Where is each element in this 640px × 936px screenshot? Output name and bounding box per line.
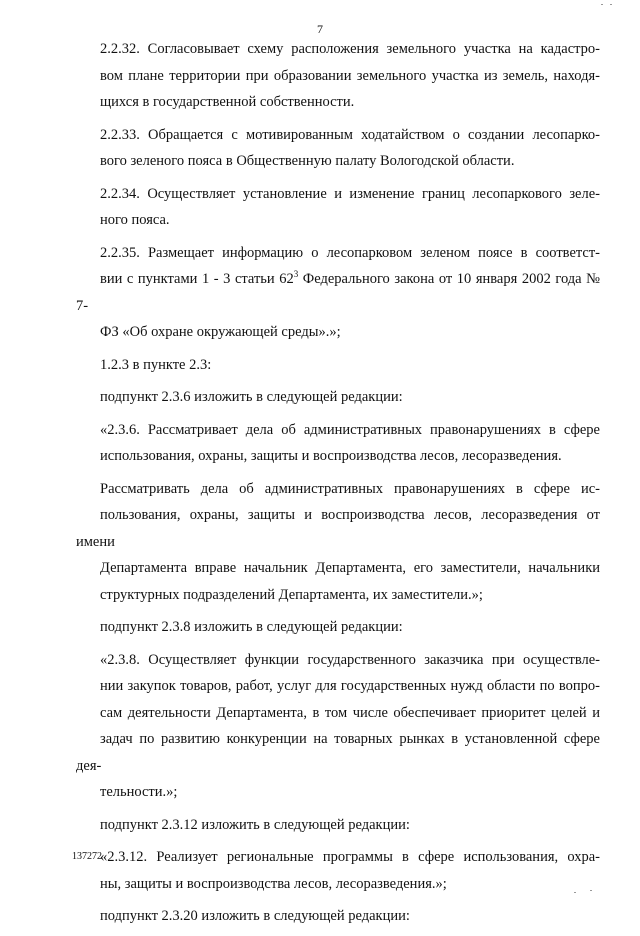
text-fragment: Федерального закона от 10 января 2002 года № 7- [76, 271, 600, 314]
text-line: «2.3.8. Осуществляет функции государственного заказчика при осуществле- [100, 651, 600, 668]
text-line: Департамента вправе начальник Департамента, его заместители, начальники [100, 560, 600, 576]
text-line [76, 266, 600, 319]
paragraph-subpoint-2-3-6-intro [76, 384, 600, 411]
text-line: Рассматривать дела об административных правонарушениях в сфере ис- [100, 480, 600, 497]
text-line: использования, охраны, защиты и воспроизводства лесов, лесоразведения. [100, 448, 562, 464]
text-line: 2.2.34. Осуществляет установление и изменение границ лесопаркового зеле- [100, 185, 600, 202]
text-line: 2.2.33. Обращается с мотивированным ходатайством о создании лесопарко- [100, 126, 600, 143]
document-body [76, 36, 600, 936]
text-line: тельности.»; [100, 784, 178, 800]
text-line: 2.2.35. Размещает информацию о лесопарковом зеленом поясе в соответст- [100, 244, 600, 261]
text-line: нии закупок товаров, работ, услуг для государственных нужд области по вопро- [100, 678, 600, 694]
text-line: вом плане территории при образовании земельного участка из земель, находя- [100, 67, 600, 84]
text-fragment: вии с пунктами 1 - 3 статьи 62 [100, 271, 294, 287]
text-line: ного пояса. [100, 212, 170, 228]
paragraph-2-2-35 [76, 240, 600, 346]
paragraph-2-2-32 [76, 36, 600, 116]
text-line: 2.2.32. Согласовывает схему расположения земельного участка на кадастро- [100, 41, 600, 57]
paragraph-2-3-12 [76, 844, 600, 897]
text-line: структурных подразделений Департамента, их заместители.»; [100, 586, 483, 603]
document-code: 137272 [72, 851, 102, 862]
paragraph-2-2-33 [76, 122, 600, 175]
text-line: ны, защиты и воспроизводства лесов, лесоразведения.»; [100, 875, 447, 892]
superscript: 3 [293, 269, 299, 280]
text-line: сам деятельности Департамента, в том числе обеспечивает приоритет целей и [100, 704, 600, 721]
scan-speck [601, 4, 603, 5]
text-line: 1.2.3 в пункте 2.3: [100, 356, 212, 373]
paragraph-2-2-34 [76, 181, 600, 234]
paragraph-1-2-3 [76, 352, 600, 379]
text-line: «2.3.6. Рассматривает дела об административных правонарушениях в сфере [100, 421, 600, 438]
paragraph-subpoint-2-3-12-intro [76, 812, 600, 839]
paragraph-2-3-6-continued [76, 476, 600, 609]
text-line: пользования, охраны, защиты и воспроизводства лесов, лесоразведения от имени [76, 507, 600, 550]
text-line: подпункт 2.3.20 изложить в следующей редакции: [100, 908, 410, 924]
page-number: 7 [317, 22, 323, 36]
text-line: подпункт 2.3.12 изложить в следующей редакции: [100, 816, 410, 833]
text-line: задач по развитию конкуренции на товарных рынках в установленной сфере дея- [76, 731, 600, 774]
scan-speck [590, 890, 592, 891]
paragraph-subpoint-2-3-20-intro [76, 903, 600, 930]
text-line: «2.3.12. Реализует региональные программы в сфере использования, охра- [100, 849, 600, 865]
text-line: вого зеленого пояса в Общественную палату Вологодской области. [100, 153, 515, 169]
scan-speck [574, 892, 576, 893]
paragraph-subpoint-2-3-8-intro [76, 614, 600, 641]
text-line: подпункт 2.3.6 изложить в следующей редакции: [100, 389, 403, 405]
text-line: щихся в государственной собственности. [100, 94, 355, 110]
paragraph-2-3-8 [76, 647, 600, 806]
text-line: ФЗ «Об охране окружающей среды».»; [100, 324, 341, 340]
text-line: подпункт 2.3.8 изложить в следующей редакции: [100, 619, 403, 635]
paragraph-2-3-6 [76, 417, 600, 470]
scan-speck [610, 4, 612, 5]
